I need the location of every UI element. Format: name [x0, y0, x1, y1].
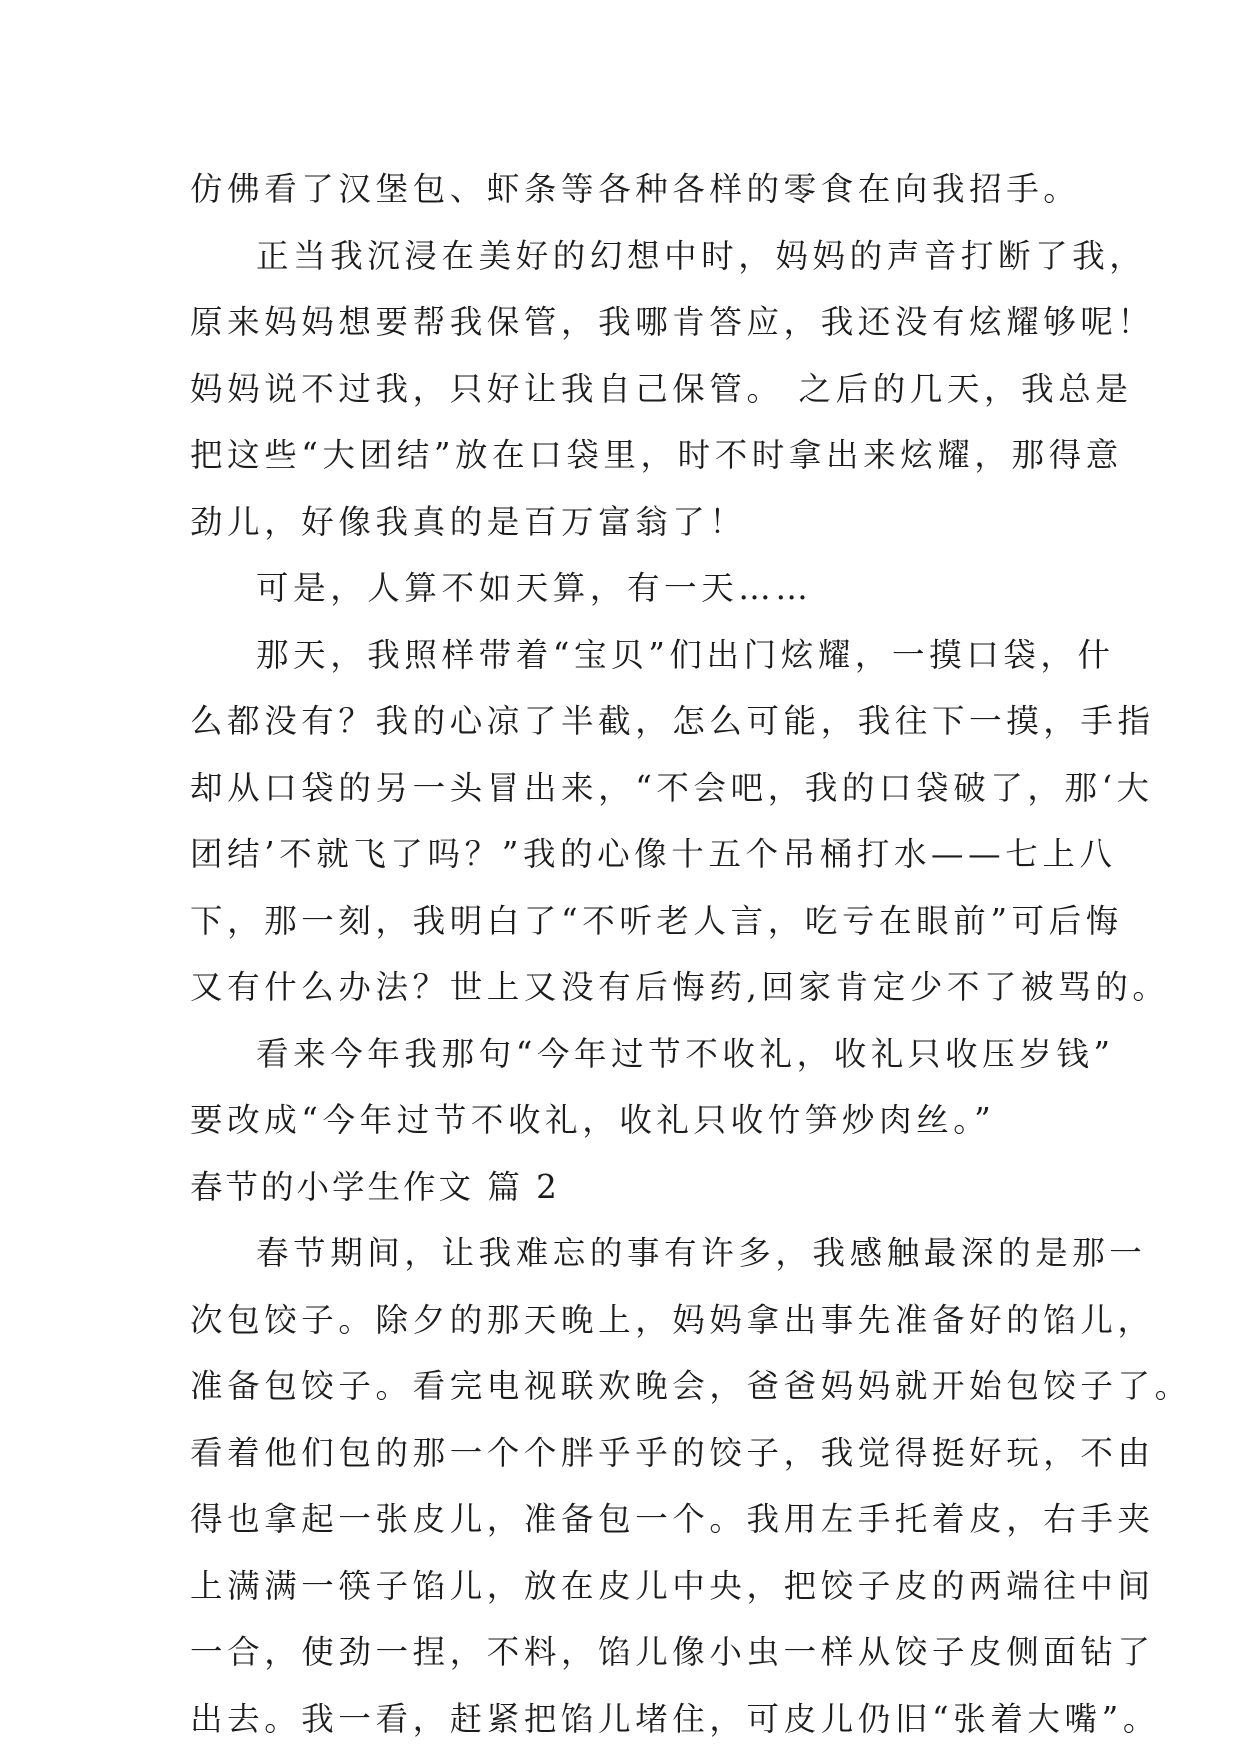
- text-line: 团结’不就飞了吗？”我的心像十五个吊桶打水——七上八: [190, 835, 1117, 873]
- text-line: 妈妈说不过我，只好让我自己保管。 之后的几天，我总是: [190, 369, 1133, 408]
- text-line: 得也拿起一张皮儿，准备包一个。我用左手托着皮，右手夹: [190, 1500, 1155, 1538]
- text-line: 么都没有？我的心凉了半截，怎么可能，我往下一摸，手指: [190, 702, 1155, 740]
- text-line: 下，那一刻，我明白了“不听老人言，吃亏在眼前”可后悔: [190, 901, 1123, 940]
- paragraph-start-line: 春节期间，让我难忘的事有许多，我感触最深的是那一: [256, 1234, 1147, 1272]
- text-line: 出去。我一看，赶紧把馅儿堵住，可皮儿仍旧“张着大嘴”。: [190, 1699, 1160, 1738]
- text-line: 原来妈妈想要帮我保管，我哪肯答应，我还没有炫耀够呢！: [190, 303, 1155, 341]
- paragraph-start-line: 那天，我照样带着“宝贝”们出门炫耀，一摸口袋，什: [256, 635, 1115, 674]
- text-line: 仿佛看了汉堡包、虾条等各种各样的零食在向我招手。: [190, 170, 1081, 208]
- text-line: 上满满一筷子馅儿，放在皮儿中央，把饺子皮的两端往中间: [190, 1566, 1155, 1605]
- text-line: 要改成“今年过节不收礼，收礼只收竹笋炒肉丝。”: [190, 1101, 996, 1139]
- text-line: 一合，使劲一捏，不料，馅儿像小虫一样从饺子皮侧面钻了: [190, 1633, 1155, 1671]
- text-line: 把这些“大团结”放在口袋里，时不时拿出来炫耀，那得意: [190, 436, 1123, 474]
- text-line: 劲儿，好像我真的是百万富翁了！: [190, 502, 747, 541]
- paragraph-start-line: 看来今年我那句“今年过节不收礼，收礼只收压岁钱”: [256, 1034, 1115, 1073]
- text-line: 看着他们包的那一个个胖乎乎的饺子，我觉得挺好玩，不由: [190, 1433, 1155, 1472]
- paragraph-start-line: 正当我沉浸在美好的幻想中时，妈妈的声音打断了我，: [256, 236, 1147, 275]
- text-line: 次包饺子。除夕的那天晚上，妈妈拿出事先准备好的馅儿，: [190, 1300, 1155, 1339]
- paragraph-start-line: 可是，人算不如天算，有一天……: [256, 569, 813, 607]
- text-line: 又有什么办法？世上又没有后悔药,回家肯定少不了被骂的。: [190, 968, 1170, 1006]
- text-line: 却从口袋的另一头冒出来，“不会吧，我的口袋破了，那‘大: [190, 768, 1154, 807]
- section-heading: 春节的小学生作文 篇 2: [190, 1167, 560, 1206]
- text-line: 准备包饺子。看完电视联欢晚会，爸爸妈妈就开始包饺子了。: [190, 1367, 1192, 1405]
- essay-text-block: [190, 156, 1192, 1752]
